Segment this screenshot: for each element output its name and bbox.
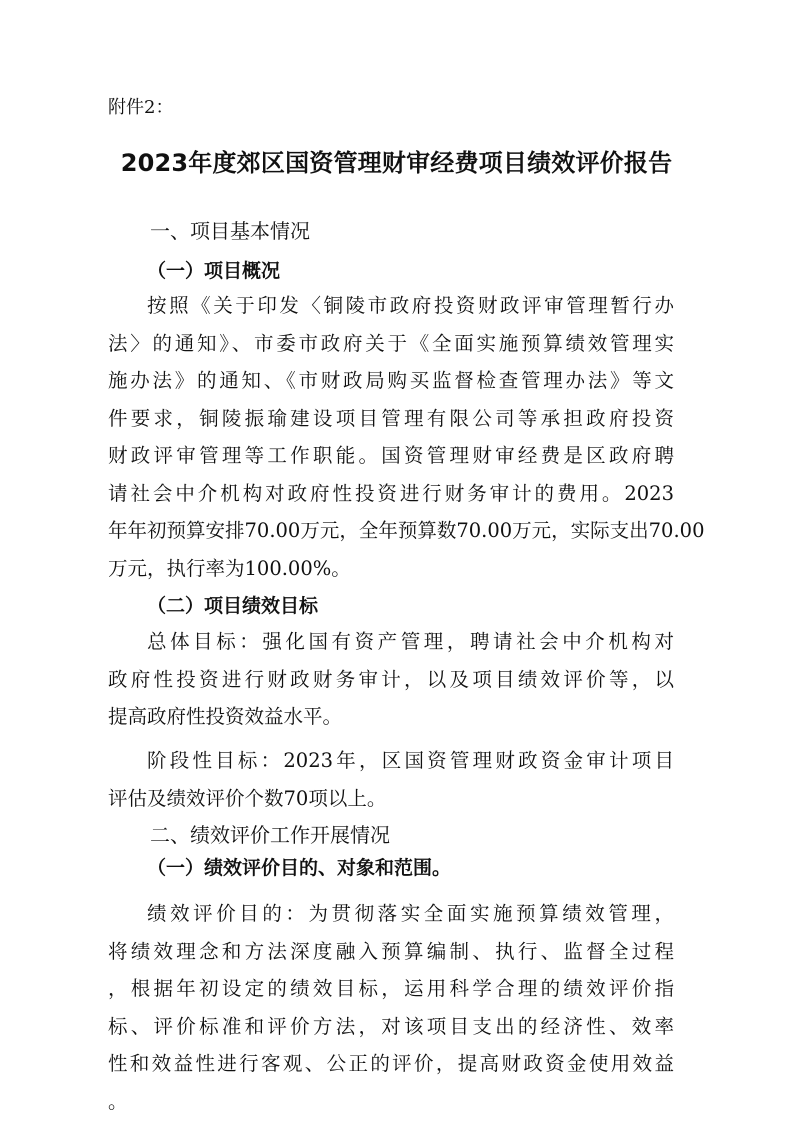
paragraph-line: 请社会中介机构对政府性投资进行财务审计的费用。2023 (108, 481, 674, 505)
section-1-1-heading: （一）项目概况 (147, 260, 281, 282)
attachment-label: 附件2： (108, 97, 174, 118)
paragraph-line: 施办法》的通知、《市财政局购买监督检查管理办法》等文 (108, 369, 674, 392)
paragraph-line: 。 (108, 1089, 128, 1113)
stage-goal-paragraph (108, 742, 674, 817)
paragraph-line: 件要求，铜陵振瑜建设项目管理有限公司等承担政府投资 (108, 406, 674, 430)
paragraph-line: 按照《关于印发〈铜陵市政府投资财政评审管理暂行办 (147, 294, 674, 317)
overall-goal-paragraph (108, 623, 674, 736)
paragraph-line: 法〉的通知》、市委市政府关于《全面实施预算绩效管理实 (108, 331, 674, 355)
project-overview-paragraph (108, 287, 705, 587)
paragraph-line: 政府性投资进行财政财务审计，以及项目绩效评价等，以 (108, 667, 674, 691)
paragraph-line: 提高政府性投资效益水平。 (108, 705, 343, 728)
paragraph-line: 总体目标：强化国有资产管理，聘请社会中介机构对 (147, 630, 674, 653)
paragraph-line: 阶段性目标：2023年，区国资管理财政资金审计项目 (147, 749, 674, 772)
paragraph-line: 评估及绩效评价个数70项以上。 (108, 786, 387, 810)
paragraph-line: 财政评审管理等工作职能。国资管理财审经费是区政府聘 (108, 444, 674, 467)
paragraph-line: 万元，执行率为100.00%。 (108, 556, 351, 580)
section-1-2-heading: （二）项目绩效目标 (147, 595, 319, 617)
paragraph-line: 年年初预算安排70.00万元，全年预算数70.00万元，实际支出70.00 (108, 519, 705, 542)
section-2-heading: 二、绩效评价工作开展情况 (150, 823, 390, 847)
section-2-1-heading: （一）绩效评价目的、对象和范围。 (147, 857, 452, 879)
evaluation-purpose-paragraph (108, 895, 674, 1120)
paragraph-line: 将绩效理念和方法深度融入预算编制、执行、监督全过程 (108, 939, 674, 963)
section-1-heading: 一、项目基本情况 (150, 219, 310, 243)
paragraph-line: 绩效评价目的：为贯彻落实全面实施预算绩效管理， (147, 902, 674, 925)
paragraph-line: 性和效益性进行客观、公正的评价，提高财政资金使用效益 (108, 1052, 674, 1075)
paragraph-line: 标、评价标准和评价方法，对该项目支出的经济性、效率 (108, 1014, 674, 1038)
paragraph-line: ，根据年初设定的绩效目标，运用科学合理的绩效评价指 (108, 977, 674, 1000)
page-title: 2023年度郊区国资管理财审经费项目绩效评价报告 (120, 149, 673, 177)
